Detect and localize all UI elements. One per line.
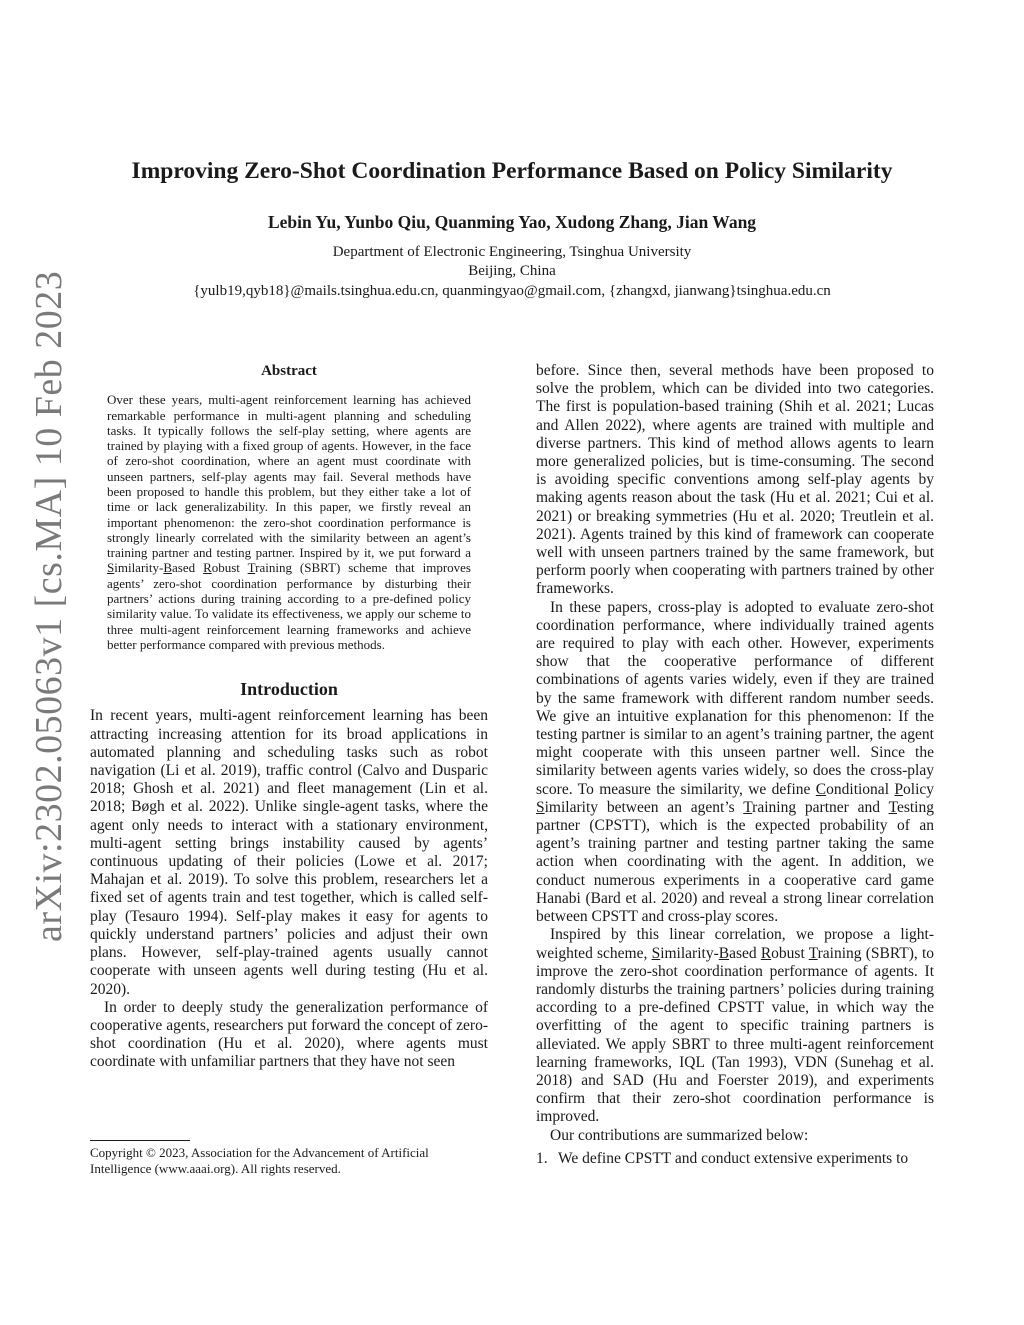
cpstt-acronym-p: P xyxy=(894,780,904,798)
text-fragment: olicy xyxy=(903,780,935,798)
text-fragment: imilarity between an agent’s xyxy=(544,798,744,816)
text-fragment: raining partner and xyxy=(752,798,889,816)
affiliation-department: Department of Electronic Engineering, Tsinghua University xyxy=(332,244,692,260)
text-fragment: onditional xyxy=(826,780,895,798)
text-fragment: esting partner (CPSTT), which is the expected probability of an agent’s training partner and testing partner taking the same action when coordinating with the agent. In addition, we conduct numerous experiments in a cooperative card game Hanabi (Bard et al. 2020) and reveal a strong linear correlation between CPSTT and cross-play scores. xyxy=(536,798,934,926)
body-paragraph: Our contributions are summarized below: xyxy=(550,1126,809,1144)
text-fragment: In these papers, cross-play is adopted to evaluate zero-shot coordination performance, where individually trained agents are required to play with each other. However, experiments show that the cooperative performance of different combinations of agents varies widely, even if they are trained by the same framework with different random number seeds. We give an intuitive explanation for this phenomenon: If the testing partner is similar to an agent’s training partner, the agent might cooperate with this unseen partner well. Since the similarity between agents varies widely, so does the cross-play score. To measure the similarity, we define xyxy=(536,598,934,798)
abstract-fragment: ased xyxy=(172,560,204,576)
text-fragment: ased xyxy=(729,944,761,962)
body-paragraph xyxy=(536,599,934,927)
abstract-heading: Abstract xyxy=(261,363,317,379)
footnote-rule xyxy=(90,1140,190,1141)
cpstt-acronym-s: S xyxy=(536,798,545,816)
affiliation-location: Beijing, China xyxy=(468,263,556,279)
sbrt-acronym-b: B xyxy=(718,944,730,962)
cpstt-acronym-t2: T xyxy=(888,798,897,816)
author-list: Lebin Yu, Yunbo Qiu, Quanming Yao, Xudong Zhang, Jian Wang xyxy=(267,212,757,232)
sbrt-acronym-s: S xyxy=(651,944,661,962)
abstract-fragment: imilarity- xyxy=(114,560,164,576)
intro-paragraph: In order to deeply study the generalization performance of cooperative agents, researchers put forward the concept of zero-shot coordination (Hu et al. 2020), where agents must coordinate with unfamiliar partners that they have not seen xyxy=(90,998,488,1071)
sbrt-acronym-t: T xyxy=(808,944,818,962)
sbrt-acronym-t: T xyxy=(247,560,256,576)
paper-title: Improving Zero-Shot Coordination Performance Based on Policy Similarity xyxy=(131,158,893,184)
sbrt-acronym-s: S xyxy=(107,560,115,576)
right-column xyxy=(536,362,934,1168)
sbrt-acronym-b: B xyxy=(163,560,173,576)
list-number: 1. xyxy=(536,1149,548,1167)
abstract-text: Over these years, multi-agent reinforcement learning has achieved remarkable performance in multi-agent planning and scheduling tasks. It typically follows the self-play setting, where agents are trained by playing with a fixed group of agents. However, in the face of zero-shot coordination, where an agent must coordinate with unseen partners, self-play agents may fail. Several methods have been proposed to handle this problem, but they either take a lot of time or lack generalizability. In this paper, we firstly reveal an important phenomenon: the zero-shot coordination performance is strongly linearly correlated with the similarity between an agent’s training partner and testing partner. Inspired by it, we put forward a xyxy=(107,392,471,561)
intro-paragraph: In recent years, multi-agent reinforcement learning has been attracting increasing attention for its broad applications in automated planning and scheduling tasks such as robot navigation (Li et al. 2019), traffic control (Calvo and Dusparic 2018; Ghosh et al. 2021) and fleet management (Lin et al. 2018; Bøgh et al. 2022). Unlike single-agent tasks, where the agent only needs to interact with a stationary environment, multi-agent setting brings instability caused by agents’ continuous updating of their policies (Lowe et al. 2017; Mahajan et al. 2019). To solve this problem, researchers let a fixed set of agents train and test together, which is called self-play (Tesauro 1994). Self-play makes it easy for agents to quickly understand partners’ policies and adjust their own plans. However, self-play-trained agents usually cannot cooperate with unseen agents well during testing (Hu et al. 2020). xyxy=(90,707,488,998)
text-fragment: imilarity- xyxy=(660,944,719,962)
contribution-list-item xyxy=(536,1150,934,1168)
section-heading-introduction: Introduction xyxy=(240,679,338,700)
body-paragraph xyxy=(536,926,934,1126)
abstract-fragment: obust xyxy=(211,560,248,576)
copyright-footnote: Copyright © 2023, Association for the Advancement of Artificial Intelligence (www.aaai.org). All rights reserved. xyxy=(90,1145,429,1176)
sbrt-acronym-r: R xyxy=(760,944,772,962)
text-fragment: Inspired by this linear correlation, we propose a light-weighted scheme, xyxy=(536,926,934,962)
left-column xyxy=(90,362,488,1072)
list-text: We define CPSTT and conduct extensive experiments to xyxy=(558,1149,909,1167)
text-fragment: obust xyxy=(771,944,809,962)
abstract-text: raining (SBRT) scheme that improves agents’ zero-shot coordination performance by disturbing their partners’ actions during training according to a pre-defined policy similarity value. To validate its effectiveness, we apply our scheme to three multi-agent reinforcement learning frameworks and achieve better performance compared with previous methods. xyxy=(107,560,471,652)
arxiv-identifier: arXiv:2302.05063v1 [cs.MA] 10 Feb 2023 xyxy=(28,270,70,942)
text-fragment: raining (SBRT), to improve the zero-shot coordination performance of agents. It randomly disturbs the training partners’ policies during training according to a pre-defined CPSTT value, in which way the overfitting of the agent to specific training partners is alleviated. We apply SBRT to three multi-agent reinforcement learning frameworks, IQL (Tan 1993), VDN (Sunehag et al. 2018) and SAD (Hu and Foerster 2019), and experiments confirm that their zero-shot coordination performance is improved. xyxy=(536,944,935,1126)
sbrt-acronym-r: R xyxy=(203,560,212,576)
affiliation-emails: {yulb19,qyb18}@mails.tsinghua.edu.cn, quanmingyao@gmail.com, {zhangxd, jianwang}tsinghua.edu.cn xyxy=(193,283,831,299)
cpstt-acronym-c: C xyxy=(815,780,827,798)
body-paragraph: before. Since then, several methods have been proposed to solve the problem, which can be divided into two categories. The first is population-based training (Shih et al. 2021; Lucas and Allen 2022), where agents are trained with multiple and diverse partners. This kind of method allows agents to learn more generalized policies, but is time-consuming. The second is avoiding specific conventions among self-play agents by making agents reason about the task (Hu et al. 2021; Cui et al. 2021) or breaking symmetries (Hu et al. 2020; Treutlein et al. 2021). Agents trained by this kind of framework can cooperate well with unseen partners trained by the same framework, but perform poorly when cooperating with partners trained by other frameworks. xyxy=(536,362,934,598)
cpstt-acronym-t: T xyxy=(743,798,753,816)
abstract-body xyxy=(107,392,471,652)
